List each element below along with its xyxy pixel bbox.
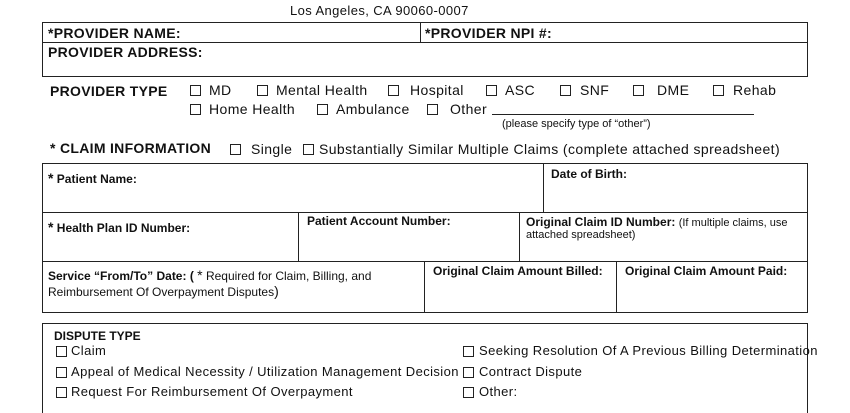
dispute-previous-billing-label: Seeking Resolution Of A Previous Billing Determination — [479, 343, 818, 358]
required-mark: * — [425, 25, 431, 41]
provider-address-label: PROVIDER ADDRESS: — [48, 44, 203, 60]
multiple-claims-checkbox[interactable] — [303, 144, 314, 155]
date-of-birth-field[interactable] — [550, 184, 805, 210]
dme-label: DME — [657, 82, 690, 98]
rehab-checkbox[interactable] — [713, 85, 724, 96]
other-type-field[interactable] — [492, 114, 754, 115]
dispute-claim-label: Claim — [71, 343, 107, 358]
address-line: Los Angeles, CA 90060-0007 — [290, 3, 469, 18]
single-claim-label: Single — [251, 141, 293, 157]
patient-name-field[interactable] — [48, 186, 538, 210]
other-type-hint: (please specify type of “other”) — [502, 118, 651, 130]
dispute-other-checkbox[interactable] — [463, 387, 474, 398]
divider — [616, 261, 617, 313]
divider — [543, 163, 544, 213]
provider-name-label: *PROVIDER NAME: — [48, 25, 181, 41]
home-health-checkbox[interactable] — [190, 104, 201, 115]
provider-npi-label: *PROVIDER NPI #: — [425, 25, 552, 41]
md-label: MD — [209, 82, 232, 98]
divider — [519, 212, 520, 262]
divider — [42, 212, 808, 213]
single-claim-checkbox[interactable] — [230, 144, 241, 155]
provider-type-label: PROVIDER TYPE — [50, 83, 168, 99]
service-date-note: Required for Claim, Billing, and — [205, 269, 372, 283]
required-mark: * — [197, 267, 203, 283]
mental-health-label: Mental Health — [276, 82, 368, 98]
patient-account-field[interactable] — [305, 231, 515, 259]
original-claim-id-label: Original Claim ID Number: (If multiple claims, use — [526, 215, 788, 229]
ambulance-checkbox[interactable] — [317, 104, 328, 115]
multiple-claims-label: Substantially Similar Multiple Claims (complete attached spreadsheet) — [319, 141, 781, 157]
dispute-overpayment-label: Request For Reimbursement Of Overpayment — [71, 384, 353, 399]
asc-label: ASC — [505, 82, 535, 98]
provider-address-field[interactable] — [200, 44, 805, 75]
ambulance-label: Ambulance — [336, 101, 410, 117]
other-type-checkbox[interactable] — [427, 104, 438, 115]
dispute-previous-billing-checkbox[interactable] — [463, 346, 474, 357]
original-amount-billed-field[interactable] — [430, 280, 612, 310]
dispute-other-label: Other: — [479, 384, 518, 399]
provider-npi-field[interactable] — [555, 24, 805, 41]
rehab-label: Rehab — [733, 82, 777, 98]
claim-information-label: * CLAIM INFORMATION — [50, 140, 211, 156]
dme-checkbox[interactable] — [633, 85, 644, 96]
md-checkbox[interactable] — [190, 85, 201, 96]
required-mark: * — [48, 25, 54, 41]
divider — [424, 261, 425, 313]
required-mark: * — [48, 219, 54, 235]
required-mark: * — [50, 140, 56, 156]
divider — [420, 22, 421, 43]
dispute-contract-label: Contract Dispute — [479, 364, 583, 379]
dispute-overpayment-checkbox[interactable] — [56, 387, 67, 398]
home-health-label: Home Health — [209, 101, 296, 117]
mental-health-checkbox[interactable] — [257, 85, 268, 96]
required-mark: * — [48, 170, 54, 186]
patient-account-label: Patient Account Number: — [307, 214, 451, 228]
divider — [42, 42, 808, 43]
dispute-contract-checkbox[interactable] — [463, 367, 474, 378]
dispute-other-field[interactable] — [520, 383, 800, 401]
dispute-appeal-checkbox[interactable] — [56, 367, 67, 378]
hospital-checkbox[interactable] — [388, 85, 399, 96]
original-claim-id-note: attached spreadsheet) — [526, 229, 636, 241]
health-plan-id-field[interactable] — [48, 236, 293, 259]
service-date-note: Reimbursement Of Overpayment Disputes) — [48, 283, 279, 299]
dispute-appeal-label: Appeal of Medical Necessity / Utilization Management Decision — [71, 364, 459, 379]
original-amount-paid-field[interactable] — [622, 280, 805, 310]
divider — [298, 212, 299, 262]
original-claim-id-field[interactable] — [524, 243, 804, 259]
snf-checkbox[interactable] — [560, 85, 571, 96]
original-amount-paid-label: Original Claim Amount Paid: — [625, 264, 788, 278]
patient-name-label: * Patient Name: — [48, 170, 137, 186]
original-claim-id-note: (If multiple claims, use — [678, 217, 788, 229]
original-amount-billed-label: Original Claim Amount Billed: — [433, 264, 603, 278]
dispute-claim-checkbox[interactable] — [56, 346, 67, 357]
divider — [42, 261, 808, 262]
dispute-type-title: DISPUTE TYPE — [54, 329, 141, 343]
health-plan-id-label: * Health Plan ID Number: — [48, 219, 191, 235]
other-type-label: Other — [450, 101, 488, 117]
service-date-field[interactable] — [330, 283, 420, 310]
hospital-label: Hospital — [410, 82, 464, 98]
date-of-birth-label: Date of Birth: — [551, 167, 627, 181]
asc-checkbox[interactable] — [486, 85, 497, 96]
service-date-label: Service “From/To” Date: ( * Required for Claim, Billing, and — [48, 267, 372, 283]
provider-name-field[interactable] — [190, 24, 415, 41]
snf-label: SNF — [580, 82, 610, 98]
